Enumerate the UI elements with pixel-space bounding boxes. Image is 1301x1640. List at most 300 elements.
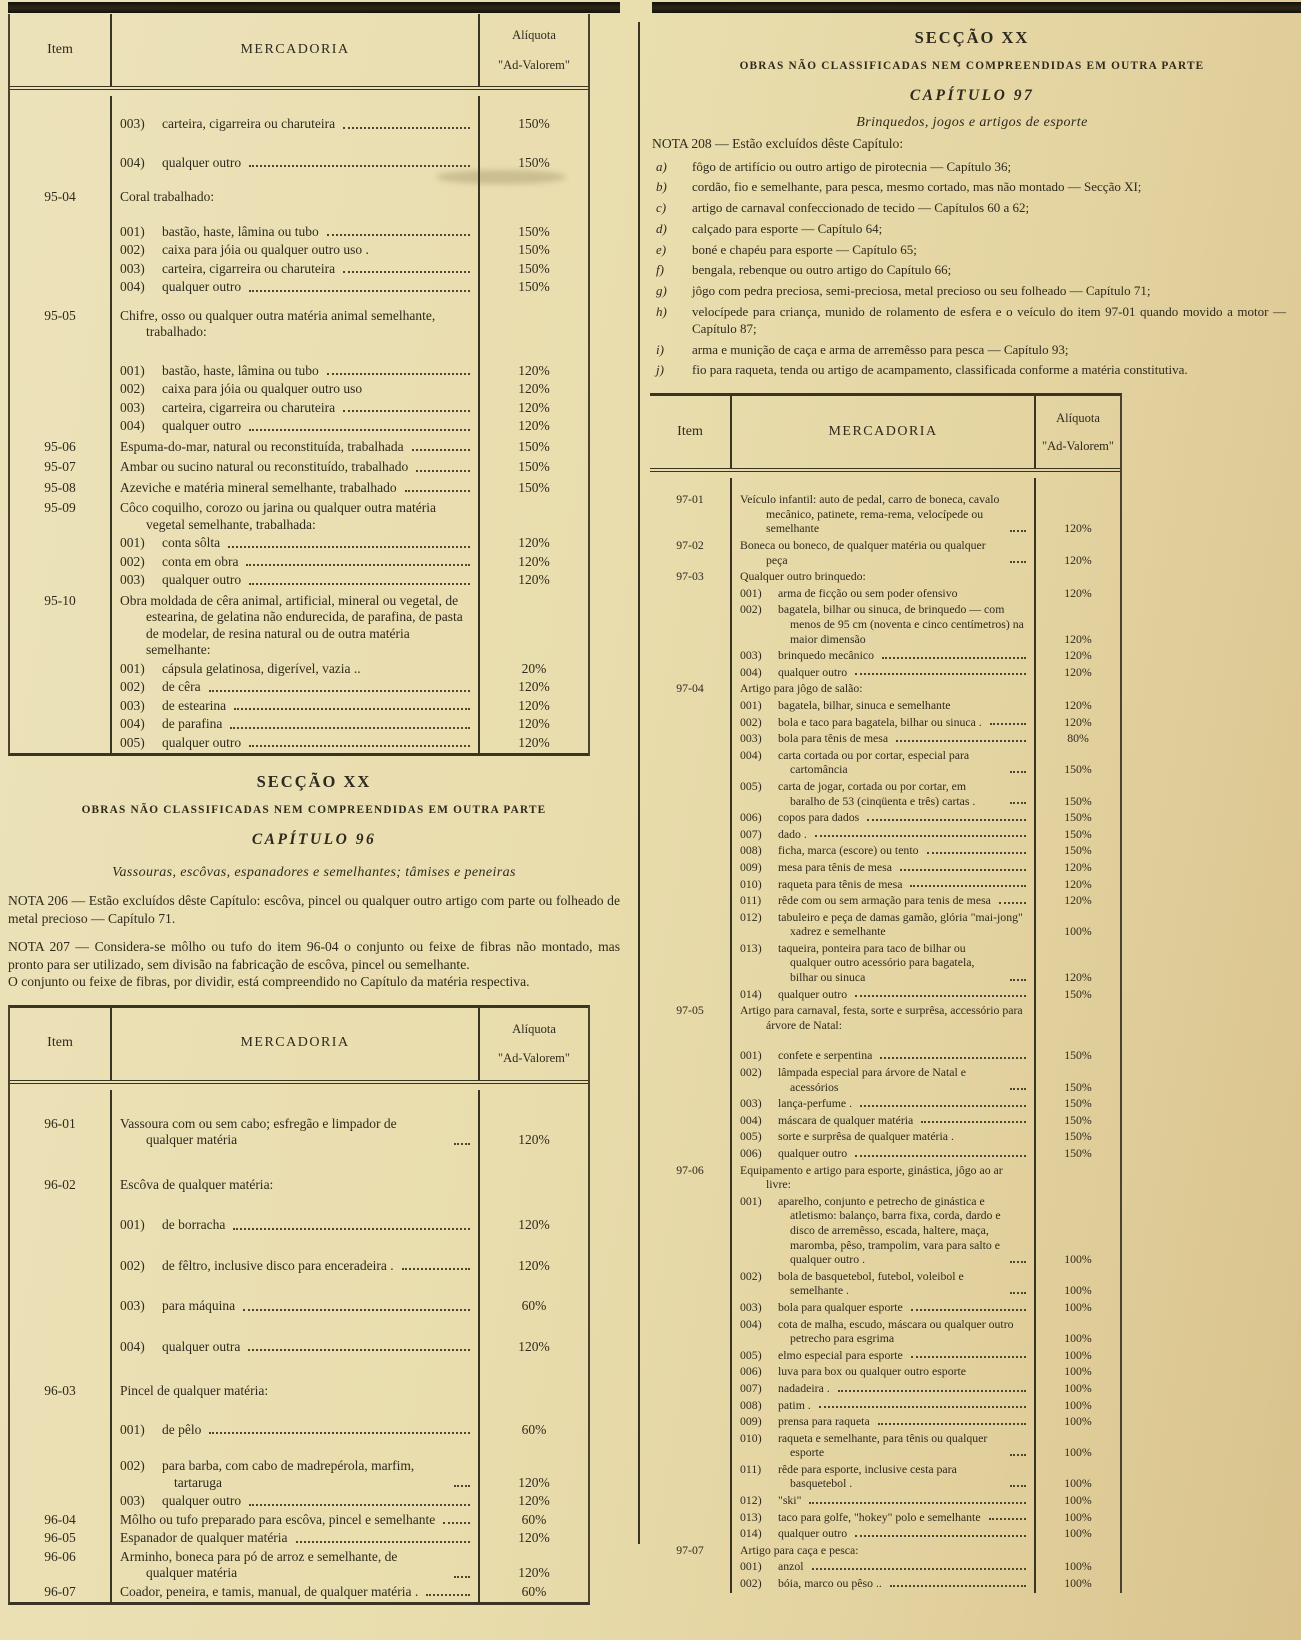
- aliquota-cell: [478, 173, 588, 208]
- left-column: [8, 14, 620, 1605]
- exclusion-item: [652, 179, 1286, 196]
- dot-leader: [815, 835, 1026, 837]
- mercadoria-cell: 004) qualquer outro: [112, 418, 478, 437]
- mercadoria-cell: 004) qualquer outro: [112, 279, 478, 298]
- header-aliquota-line2: "Ad-Valorem": [498, 57, 570, 72]
- mercadoria-cell: 009) mesa para tênis de mesa: [732, 860, 1034, 877]
- dot-leader: [209, 690, 470, 692]
- table-row: [10, 1584, 588, 1603]
- table-row: [650, 1576, 1120, 1593]
- mercadoria-cell: 001) conta sôlta: [112, 535, 478, 554]
- table-95-header: [10, 14, 588, 90]
- table-row: [10, 716, 588, 735]
- item-code-cell: [650, 1194, 732, 1269]
- aliquota-cell: 120%: [478, 535, 588, 554]
- mercadoria-cell: Coral trabalhado:: [120, 189, 215, 204]
- exclusion-letter: d): [656, 220, 667, 236]
- item-code-cell: 96-02: [10, 1151, 112, 1196]
- table-row: [10, 1090, 588, 1151]
- dot-leader: [1010, 1292, 1026, 1294]
- item-code-cell: 95-06: [10, 437, 112, 458]
- item-code-cell: [10, 554, 112, 573]
- item-code-cell: [650, 1493, 732, 1510]
- mercadoria-cell: Coador, peneira, e tamis, manual, de qualquer matéria .: [112, 1584, 478, 1603]
- top-crop-bar-right: [652, 2, 1301, 13]
- item-code-cell: 97-04: [650, 681, 732, 698]
- table-row: [10, 1151, 588, 1196]
- item-code-cell: 96-06: [10, 1549, 112, 1584]
- column-divider-rule: [638, 22, 640, 1544]
- item-code-cell: [650, 586, 732, 603]
- mercadoria-cell: 001) anzol: [732, 1559, 1034, 1576]
- aliquota-cell: 150%: [1034, 1113, 1120, 1130]
- table-row: [10, 1236, 588, 1277]
- table-row: [10, 1493, 588, 1512]
- item-code-cell: [10, 261, 112, 280]
- table-row: [650, 1526, 1120, 1543]
- table-row: [10, 400, 588, 419]
- table-row: [10, 1402, 588, 1441]
- mercadoria-cell: 009) prensa para raqueta: [732, 1414, 1034, 1431]
- mercadoria-cell: 014) qualquer outro: [732, 1526, 1034, 1543]
- aliquota-cell: 60%: [478, 1402, 588, 1441]
- table-row: [650, 860, 1120, 877]
- exclusion-letter: i): [656, 341, 664, 357]
- mercadoria-cell: 001) bastão, haste, lâmina ou tubo: [112, 343, 478, 382]
- chapter-title: CAPÍTULO 97: [909, 87, 1035, 104]
- mercadoria-cell: Pincel de qualquer matéria:: [120, 1383, 269, 1398]
- dot-leader: [343, 127, 470, 129]
- aliquota-cell: 100%: [1034, 1462, 1120, 1493]
- table-row: [650, 1510, 1120, 1527]
- dot-leader: [1010, 1454, 1026, 1456]
- table-row: [10, 735, 588, 754]
- item-code-cell: [650, 810, 732, 827]
- item-code-cell: [10, 1493, 112, 1512]
- item-code-cell: 97-02: [650, 538, 732, 569]
- dot-leader: [1010, 1261, 1026, 1263]
- table-row: [650, 1431, 1120, 1462]
- aliquota-cell: 120%: [478, 1493, 588, 1512]
- item-code-cell: [10, 679, 112, 698]
- mercadoria-cell: 001) aparelho, conjunto e petrecho de ginástica e atletismo: balanço, barra fixa, corda, dardo e disco de arremêsso, escada, haltere, maça, maromba, pêso, trampolim, vara para salto e qualquer outro .: [732, 1194, 1034, 1269]
- mercadoria-cell: 005) qualquer outro: [112, 735, 478, 754]
- mercadoria-cell: Qualquer outro brinquedo:: [740, 569, 866, 584]
- aliquota-cell: 120%: [478, 1195, 588, 1236]
- exclusion-item: [652, 159, 1286, 176]
- exclusion-item: [652, 200, 1286, 217]
- item-code-cell: [650, 1146, 732, 1163]
- dot-leader: [927, 852, 1026, 854]
- item-code-cell: [650, 1462, 732, 1493]
- table-row: [650, 987, 1120, 1004]
- table-row: [650, 1462, 1120, 1493]
- dot-leader: [343, 271, 470, 273]
- item-code-cell: [10, 572, 112, 591]
- aliquota-cell: 100%: [1034, 1269, 1120, 1300]
- table-row: [650, 1034, 1120, 1065]
- item-code-cell: [650, 843, 732, 860]
- chapter-title: CAPÍTULO 96: [251, 831, 377, 848]
- item-code-cell: [10, 343, 112, 382]
- item-code-cell: [10, 1402, 112, 1441]
- table-row: [650, 1163, 1120, 1194]
- dot-leader: [880, 1057, 1026, 1059]
- table-row: [650, 941, 1120, 987]
- item-code-cell: [650, 1576, 732, 1593]
- aliquota-cell: 120%: [478, 400, 588, 419]
- table-row: [650, 779, 1120, 810]
- mercadoria-cell: 003) brinquedo mecânico: [732, 648, 1034, 665]
- item-code-cell: [650, 1348, 732, 1365]
- dot-leader: [249, 1504, 470, 1506]
- aliquota-cell: 100%: [1034, 1364, 1120, 1381]
- item-code-cell: [10, 735, 112, 754]
- table-row: [650, 910, 1120, 941]
- table-row: [10, 343, 588, 382]
- dot-leader: [426, 1594, 470, 1596]
- table-row: [650, 1003, 1120, 1034]
- item-code-cell: [650, 748, 732, 779]
- exclusion-letter: h): [656, 304, 667, 320]
- aliquota-cell: 120%: [1034, 602, 1120, 648]
- mercadoria-cell: 002) bagatela, bilhar ou sinuca, de brinquedo — com menos de 95 cm (noventa e cinco centímetros) na maior dimensão: [740, 602, 1024, 646]
- table-row: [10, 381, 588, 400]
- dot-leader: [855, 673, 1026, 675]
- aliquota-cell: 100%: [1034, 1493, 1120, 1510]
- item-code-cell: 96-07: [10, 1584, 112, 1603]
- aliquota-cell: 120%: [478, 1317, 588, 1358]
- mercadoria-cell: 008) ficha, marca (escore) ou tento: [732, 843, 1034, 860]
- item-code-cell: [10, 208, 112, 243]
- aliquota-cell: 120%: [478, 1090, 588, 1151]
- exclusion-letter: b): [656, 179, 667, 195]
- item-code-cell: [10, 1440, 112, 1493]
- item-code-cell: 97-07: [650, 1543, 732, 1560]
- mercadoria-cell: 002) de cêra: [112, 679, 478, 698]
- mercadoria-cell: Artigo para carnaval, festa, sorte e surprêsa, accessório para árvore de Natal:: [740, 1003, 1023, 1032]
- aliquota-cell: 100%: [1034, 1414, 1120, 1431]
- table-row: [10, 173, 588, 208]
- mercadoria-cell: 003) bola para qualquer esporte: [732, 1300, 1034, 1317]
- item-code-cell: [10, 1276, 112, 1317]
- aliquota-cell: 150%: [1034, 827, 1120, 844]
- aliquota-cell: 150%: [478, 208, 588, 243]
- mercadoria-cell: 011) rêde para esporte, inclusive cesta para basquetebol .: [732, 1462, 1034, 1493]
- item-code-cell: [650, 665, 732, 682]
- mercadoria-cell: 001) de pêlo: [112, 1402, 478, 1441]
- dot-leader: [249, 745, 470, 747]
- table-row: [10, 1276, 588, 1317]
- table-row: [10, 1195, 588, 1236]
- aliquota-cell: 120%: [1034, 698, 1120, 715]
- dot-leader: [878, 1423, 1026, 1425]
- mercadoria-cell: 001) confete e serpentina: [732, 1034, 1034, 1065]
- item-code-cell: [10, 1317, 112, 1358]
- item-code-cell: 97-03: [650, 569, 732, 586]
- aliquota-cell: 150%: [478, 96, 588, 135]
- dot-leader: [246, 564, 470, 566]
- table-row: [650, 569, 1120, 586]
- mercadoria-cell: 004) máscara de qualquer matéria: [732, 1113, 1034, 1130]
- item-code-cell: [650, 860, 732, 877]
- table-row: [650, 586, 1120, 603]
- mercadoria-cell: Vassoura com ou sem cabo; esfregão e limpador de qualquer matéria: [112, 1090, 478, 1151]
- item-code-cell: 96-05: [10, 1530, 112, 1549]
- table-row: [650, 715, 1120, 732]
- aliquota-cell: 120%: [478, 679, 588, 698]
- mercadoria-cell: 005) carta de jogar, cortada ou por cortar, em baralho de 53 (cinqüenta e três) cartas .: [732, 779, 1034, 810]
- mercadoria-cell: Escôva de qualquer matéria:: [120, 1176, 274, 1192]
- mercadoria-cell: 008) patim .: [732, 1398, 1034, 1415]
- aliquota-cell: [1034, 1163, 1120, 1194]
- mercadoria-cell: Artigo para jôgo de salão:: [740, 681, 863, 696]
- dot-leader: [249, 290, 470, 292]
- aliquota-cell: 120%: [1034, 860, 1120, 877]
- aliquota-cell: 100%: [1034, 1526, 1120, 1543]
- dot-leader: [812, 1568, 1026, 1570]
- item-code-cell: [10, 381, 112, 400]
- aliquota-cell: 120%: [1034, 648, 1120, 665]
- right-column: [648, 14, 1296, 1593]
- aliquota-cell: 100%: [1034, 1510, 1120, 1527]
- item-code-cell: [650, 877, 732, 894]
- table-row: [650, 748, 1120, 779]
- mercadoria-cell: Veículo infantil: auto de pedal, carro de boneca, cavalo mecânico, patinete, rema-rema, velocípede ou semelhante: [732, 478, 1034, 538]
- aliquota-cell: 100%: [1034, 1300, 1120, 1317]
- item-code-cell: [650, 779, 732, 810]
- mercadoria-cell: 002) bola de basquetebol, futebol, voleibol e semelhante .: [732, 1269, 1034, 1300]
- dot-leader: [860, 1105, 1026, 1107]
- item-code-cell: [10, 661, 112, 680]
- table-row: [650, 1317, 1120, 1348]
- aliquota-cell: 100%: [1034, 1398, 1120, 1415]
- table-row: [10, 698, 588, 717]
- table-row: [650, 893, 1120, 910]
- aliquota-cell: 150%: [1034, 1065, 1120, 1096]
- dot-leader: [819, 1406, 1026, 1408]
- table-row: [650, 1559, 1120, 1576]
- mercadoria-cell: 001) bagatela, bilhar, sinuca e semelhante: [740, 697, 951, 712]
- item-code-cell: [10, 535, 112, 554]
- mercadoria-cell: 010) raqueta e semelhante, para tênis ou qualquer esporte: [732, 1431, 1034, 1462]
- mercadoria-cell: Arminho, boneca para pó de arroz e semelhante, de qualquer matéria: [112, 1549, 478, 1584]
- table-row: [650, 810, 1120, 827]
- table-row: [650, 1113, 1120, 1130]
- table-row: [650, 1543, 1120, 1560]
- header-aliquota: [478, 14, 588, 86]
- table-row: [10, 661, 588, 680]
- aliquota-cell: 150%: [1034, 779, 1120, 810]
- table-row: [650, 1398, 1120, 1415]
- mercadoria-cell: 003) lança-perfume .: [732, 1096, 1034, 1113]
- exclusion-text: fôgo de artifício ou outro artigo de pirotecnia — Capítulo 36;: [692, 158, 1012, 174]
- dot-leader: [999, 902, 1026, 904]
- dot-leader: [416, 470, 470, 472]
- exclusion-item: [652, 262, 1286, 279]
- exclusion-text: arma e munição de caça e arma de arremêsso para pesca — Capítulo 93;: [692, 341, 1069, 357]
- item-code-cell: [10, 1236, 112, 1277]
- aliquota-cell: 120%: [478, 1236, 588, 1277]
- dot-leader: [855, 995, 1026, 997]
- header-item: Item: [10, 1008, 112, 1080]
- dot-leader: [343, 410, 470, 412]
- table-row: [10, 478, 588, 499]
- item-code-cell: [650, 1300, 732, 1317]
- exclusion-item: [652, 362, 1286, 379]
- section-title: SECÇÃO XX: [256, 772, 372, 791]
- dot-leader: [454, 1143, 470, 1145]
- item-code-cell: [10, 242, 112, 261]
- mercadoria-cell: 001) cápsula gelatinosa, digerível, vazia ..: [120, 660, 361, 676]
- exclusion-letter: j): [656, 362, 664, 378]
- item-code-cell: [650, 731, 732, 748]
- item-code-cell: [10, 279, 112, 298]
- dot-leader: [405, 490, 470, 492]
- dot-leader: [911, 1309, 1026, 1311]
- exclusion-text: boné e chapéu para esporte — Capítulo 65;: [692, 241, 917, 257]
- table-row: [650, 1096, 1120, 1113]
- table-row: [10, 208, 588, 243]
- aliquota-cell: 150%: [1034, 1129, 1120, 1146]
- aliquota-cell: 120%: [1034, 715, 1120, 732]
- exclusion-item: [652, 304, 1286, 338]
- item-code-cell: [650, 1096, 732, 1113]
- aliquota-cell: [1034, 681, 1120, 698]
- table-row: [650, 1194, 1120, 1269]
- item-code-cell: [650, 1269, 732, 1300]
- table-row: [650, 731, 1120, 748]
- item-code-cell: 96-01: [10, 1090, 112, 1151]
- dot-leader: [1010, 771, 1026, 773]
- mercadoria-cell: 001) de borracha: [112, 1195, 478, 1236]
- dot-leader: [896, 740, 1026, 742]
- mercadoria-cell: Equipamento e artigo para esporte, ginástica, jôgo ao ar livre:: [740, 1162, 1003, 1192]
- aliquota-cell: 60%: [478, 1584, 588, 1603]
- aliquota-cell: 80%: [1034, 731, 1120, 748]
- item-code-cell: 95-10: [10, 591, 112, 661]
- nota-207: NOTA 207 — Considera-se môlho ou tufo do item 96-04 o conjunto ou feixe de fibras não montado, mas pronto para ser utilizado, sem divisão na fabricação de escôva, pincel ou semelhante.: [8, 939, 620, 972]
- dot-leader: [855, 1155, 1026, 1157]
- header-aliquota-line2: "Ad-Valorem": [498, 1051, 570, 1065]
- item-code-cell: [650, 941, 732, 987]
- mercadoria-cell: Obra moldada de cêra animal, artificial, mineral ou vegetal, de estearina, de gelatina não endurecida, de parafina, de pasta de modelar, de resina natural ou de outra matéria semelhante:: [120, 592, 463, 657]
- item-code-cell: 95-05: [10, 298, 112, 343]
- exclusion-letter: e): [656, 241, 667, 257]
- mercadoria-cell: 003) de estearina: [112, 698, 478, 717]
- table-96-body: [10, 1084, 588, 1603]
- mercadoria-cell: 013) taco para golfe, "hokey" polo e semelhante: [732, 1510, 1034, 1527]
- dot-leader: [249, 429, 470, 431]
- exclusion-item: [652, 242, 1286, 259]
- aliquota-cell: 120%: [478, 698, 588, 717]
- section-heading-96: [8, 772, 620, 881]
- table-row: [10, 498, 588, 535]
- mercadoria-cell: 003) carteira, cigarreira ou charuteira: [112, 400, 478, 419]
- mercadoria-cell: 003) qualquer outro: [112, 1493, 478, 1512]
- item-code-cell: [10, 716, 112, 735]
- exclusion-item: [652, 221, 1286, 238]
- dot-leader: [900, 869, 1026, 871]
- section-title: SECÇÃO XX: [914, 28, 1030, 47]
- item-code-cell: [650, 1398, 732, 1415]
- mercadoria-cell: Boneca ou boneco, de qualquer matéria ou qualquer peça: [732, 538, 1034, 569]
- mercadoria-cell: 002) lâmpada especial para árvore de Natal e acessórios: [732, 1065, 1034, 1096]
- item-code-cell: [650, 1414, 732, 1431]
- table-96-header: [10, 1008, 588, 1084]
- item-code-cell: 96-04: [10, 1512, 112, 1531]
- mercadoria-cell: 003) bola para tênis de mesa: [732, 731, 1034, 748]
- aliquota-cell: 120%: [478, 381, 588, 400]
- dot-leader: [910, 885, 1026, 887]
- table-chapter-96: [8, 1005, 590, 1606]
- dot-leader: [1010, 530, 1026, 532]
- table-row: [10, 457, 588, 478]
- mercadoria-cell: 003) para máquina: [112, 1276, 478, 1317]
- aliquota-cell: [478, 591, 588, 661]
- dot-leader: [921, 1121, 1026, 1123]
- table-row: [10, 572, 588, 591]
- table-row: [10, 591, 588, 661]
- item-code-cell: [650, 1381, 732, 1398]
- aliquota-cell: 150%: [478, 457, 588, 478]
- dot-leader: [228, 546, 470, 548]
- dot-leader: [412, 449, 470, 451]
- item-code-cell: [650, 715, 732, 732]
- aliquota-cell: 100%: [1034, 1431, 1120, 1462]
- aliquota-cell: 120%: [1034, 941, 1120, 987]
- dot-leader: [989, 1518, 1026, 1520]
- mercadoria-cell: 006) luva para box ou qualquer outro esporte: [740, 1364, 967, 1379]
- aliquota-cell: 100%: [1034, 1381, 1120, 1398]
- item-code-cell: [650, 1559, 732, 1576]
- table-row: [10, 1512, 588, 1531]
- exclusion-letter: g): [656, 283, 667, 299]
- aliquota-cell: 150%: [478, 135, 588, 174]
- item-code-cell: 97-05: [650, 1003, 732, 1034]
- aliquota-cell: 120%: [478, 418, 588, 437]
- dot-leader: [243, 1309, 470, 1311]
- dot-leader: [838, 1390, 1026, 1392]
- aliquota-cell: 60%: [478, 1276, 588, 1317]
- item-code-cell: [650, 698, 732, 715]
- aliquota-cell: 120%: [1034, 538, 1120, 569]
- aliquota-cell: 150%: [478, 242, 588, 261]
- mercadoria-cell: 001) bastão, haste, lâmina ou tubo: [112, 208, 478, 243]
- mercadoria-cell: 006) qualquer outro: [732, 1146, 1034, 1163]
- item-code-cell: [650, 1065, 732, 1096]
- item-code-cell: [650, 893, 732, 910]
- item-code-cell: [650, 1034, 732, 1065]
- aliquota-cell: 120%: [1034, 877, 1120, 894]
- table-row: [10, 298, 588, 343]
- item-code-cell: [650, 1364, 732, 1381]
- mercadoria-cell: 007) dado .: [732, 827, 1034, 844]
- mercadoria-cell: 011) rêde com ou sem armação para tenis de mesa: [732, 893, 1034, 910]
- item-code-cell: 95-07: [10, 457, 112, 478]
- table-row: [10, 1549, 588, 1584]
- mercadoria-cell: 014) qualquer outro: [732, 987, 1034, 1004]
- aliquota-cell: 120%: [478, 343, 588, 382]
- aliquota-cell: 120%: [1034, 478, 1120, 538]
- mercadoria-cell: Espanador de qualquer matéria: [112, 1530, 478, 1549]
- header-item: Item: [650, 396, 732, 468]
- item-code-cell: [650, 1129, 732, 1146]
- aliquota-cell: 120%: [478, 716, 588, 735]
- dot-leader: [249, 583, 470, 585]
- nota-208: NOTA 208 — Estão excluídos dêste Capítulo:: [652, 136, 904, 151]
- dot-leader: [209, 1432, 470, 1434]
